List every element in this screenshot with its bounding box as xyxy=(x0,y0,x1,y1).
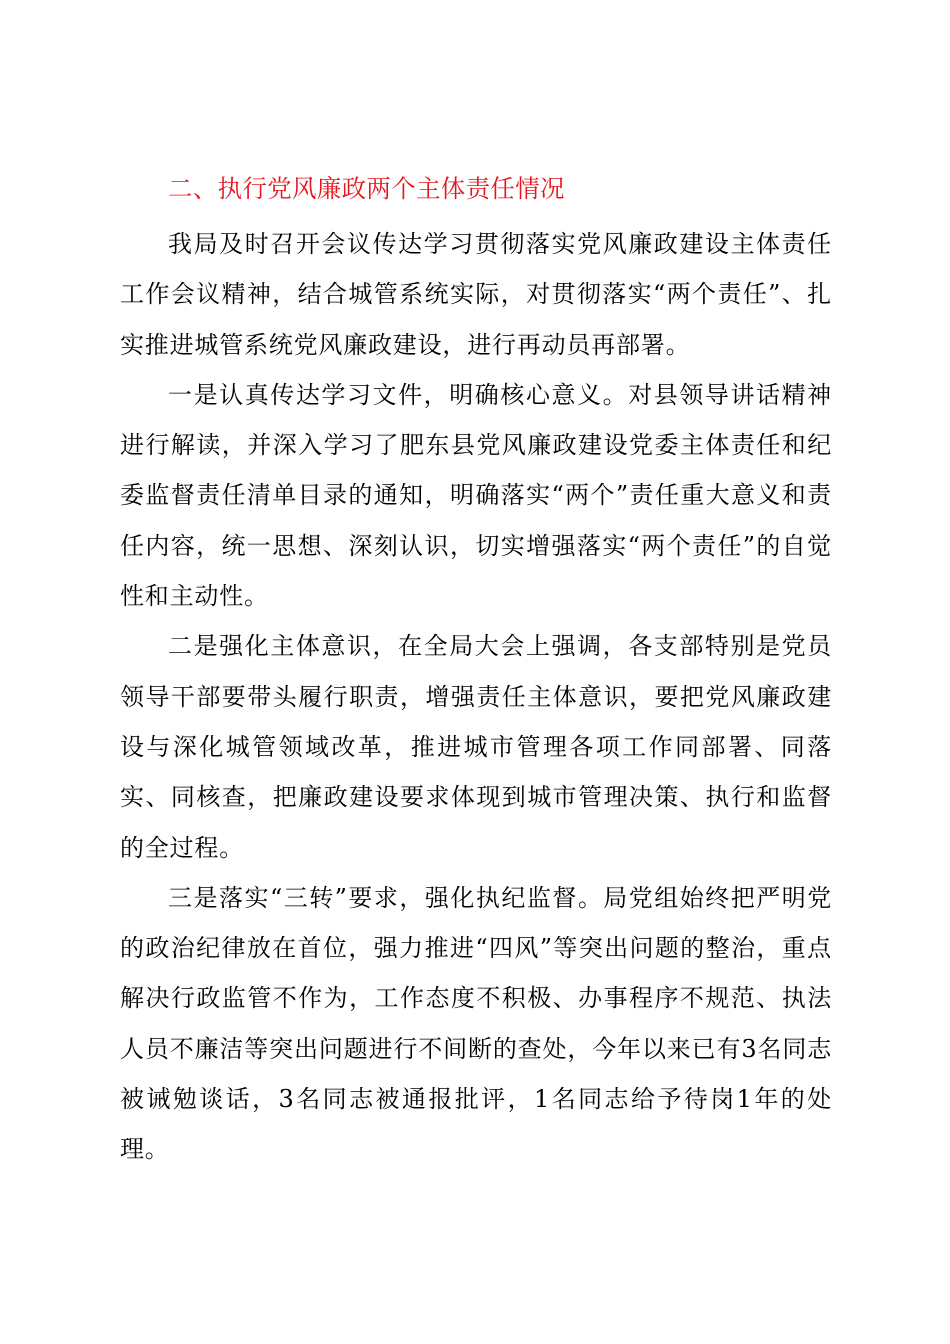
paragraph-intro: 我局及时召开会议传达学习贯彻落实党风廉政建设主体责任工作会议精神，结合城管系统实际，对贯彻落实“两个责任”、扎实推进城管系统党风廉政建设，进行再动员再部署。 xyxy=(120,230,832,359)
paragraph-point-two: 二是强化主体意识，在全局大会上强调，各支部特别是党员领导干部要带头履行职责，增强责任主体意识，要把党风廉政建设与深化城管领域改革，推进城市管理各项工作同部署、同落实、同核查，把廉政建设要求体现到城市管理决策、执行和监督的全过程。 xyxy=(120,632,832,862)
paragraph-point-three: 三是落实“三转”要求，强化执纪监督。局党组始终把严明党的政治纪律放在首位，强力推进“四风”等突出问题的整治，重点解决行政监管不作为，工作态度不积极、办事程序不规范、执法人员不廉洁等突出问题进行不间断的查处，今年以来已有3名同志被诫勉谈话，3名同志被通报批评，1名同志给予待岗1年的处理。 xyxy=(120,883,832,1164)
paragraph-point-one: 一是认真传达学习文件，明确核心意义。对县领导讲话精神进行解读，并深入学习了肥东县党风廉政建设党委主体责任和纪委监督责任清单目录的通知，明确落实“两个”责任重大意义和责任内容，统一思想、深刻认识，切实增强落实“两个责任”的自觉性和主动性。 xyxy=(120,380,832,611)
document-page xyxy=(120,165,832,1175)
section-heading: 二、执行党风廉政两个主体责任情况 xyxy=(168,174,565,203)
